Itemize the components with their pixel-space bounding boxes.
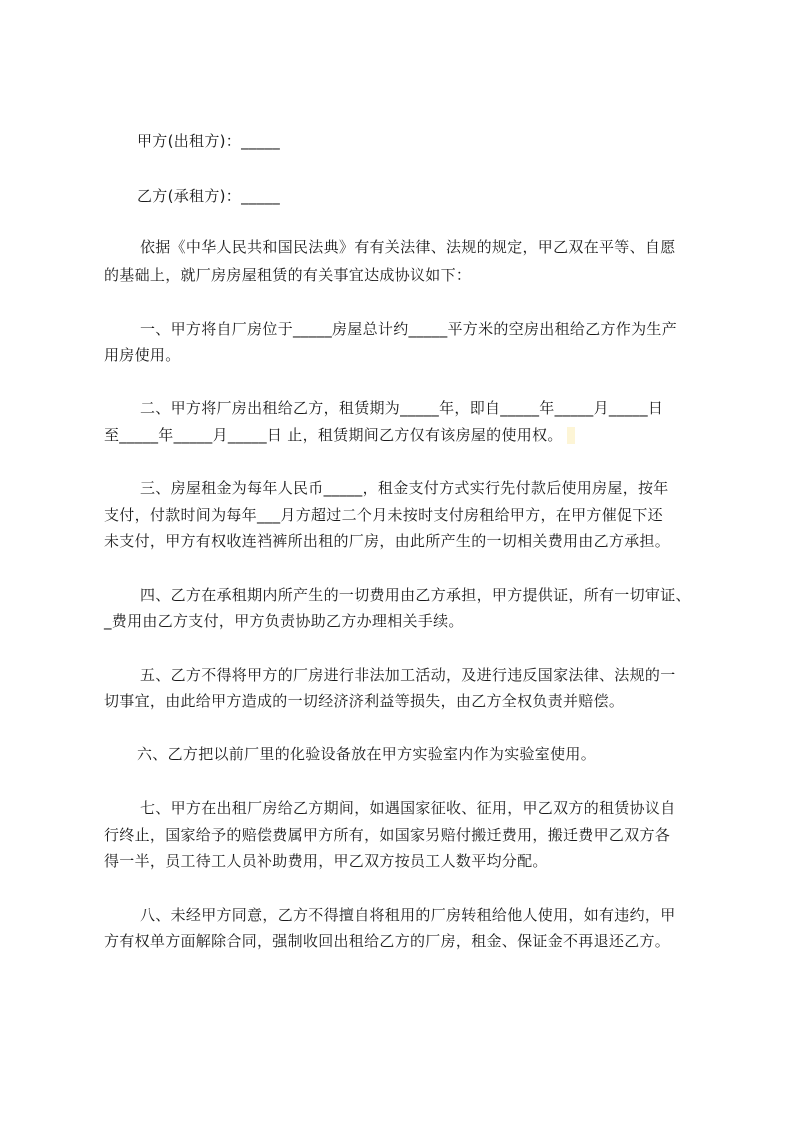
intro-line-2: 的基础上，就厂房房屋租赁的有关事宜达成协议如下： [104,266,472,284]
clause-1-line-1: 一、甲方将自厂房位于_____房屋总计约_____平方米的空房出租给乙方作为生产 [140,320,678,338]
clause-7-line-3: 得一半，员工待工人员补助费用，甲乙双方按员工人数平均分配。 [104,852,548,870]
clause-3-line-3: 未支付，甲方有权收连裆裤所出租的厂房，由此所产生的一切相关费用由乙方承担。 [104,532,671,550]
party-a-line: 甲方(出租方)：_____ [137,132,281,150]
party-b-line: 乙方(承租方)：_____ [137,187,281,205]
clause-3-line-2: 支付，付款时间为每年___月方超过二个月未按时支付房租给甲方，在甲方催促下还 [104,506,663,524]
clause-2-line-2 [104,420,724,450]
clause-5-line-2: 切事宜，由此给甲方造成的一切经济济利益等损失，由乙方全权负责并赔偿。 [104,692,625,710]
clause-3-line-1: 三、房屋租金为每年人民币_____，租金支付方式实行先付款后使用房屋，按年 [140,479,669,497]
clause-5-line-1: 五、乙方不得将甲方的厂房进行非法加工活动，及进行违反国家法律、法规的一 [140,666,676,684]
clause-8-line-2: 方有权单方面解除合同，强制收回出租给乙方的厂房，租金、保证金不再退还乙方。 [104,932,671,950]
clause-7-line-1: 七、甲方在出租厂房给乙方期间，如遇国家征收、征用，甲乙双方的租赁协议自 [140,799,676,817]
clause-4-line-2: _费用由乙方支付，甲方负责协助乙方办理相关手续。 [104,612,464,630]
clause-2-line-1: 二、甲方将厂房出租给乙方，租赁期为_____年，即自_____年_____月_____日 [140,399,664,417]
intro-line-1: 依据《中华人民共和国民法典》有有关法律、法规的规定，甲乙双在平等、自愿 [140,238,676,256]
clause-7-line-2: 行终止，国家给予的赔偿费属甲方所有，如国家另赔付搬迁费用，搬迁费甲乙双方各 [104,826,671,844]
clause-1-line-2: 用房使用。 [104,346,181,364]
clause-6-line-1: 六、乙方把以前厂里的化验设备放在甲方实验室内作为实验室使用。 [137,745,597,763]
clause-2-line-2-text: 至_____年_____月_____日 止，租赁期间乙方仅有该房屋的使用权。 [104,426,563,444]
clause-8-line-1: 八、未经甲方同意，乙方不得擅自将租用的厂房转租给他人使用，如有违约，甲 [140,906,676,924]
clause-4-line-1: 四、乙方在承租期内所产生的一切费用由乙方承担，甲方提供证，所有一切审证、 [140,586,691,604]
text-highlight-mark [567,427,575,444]
